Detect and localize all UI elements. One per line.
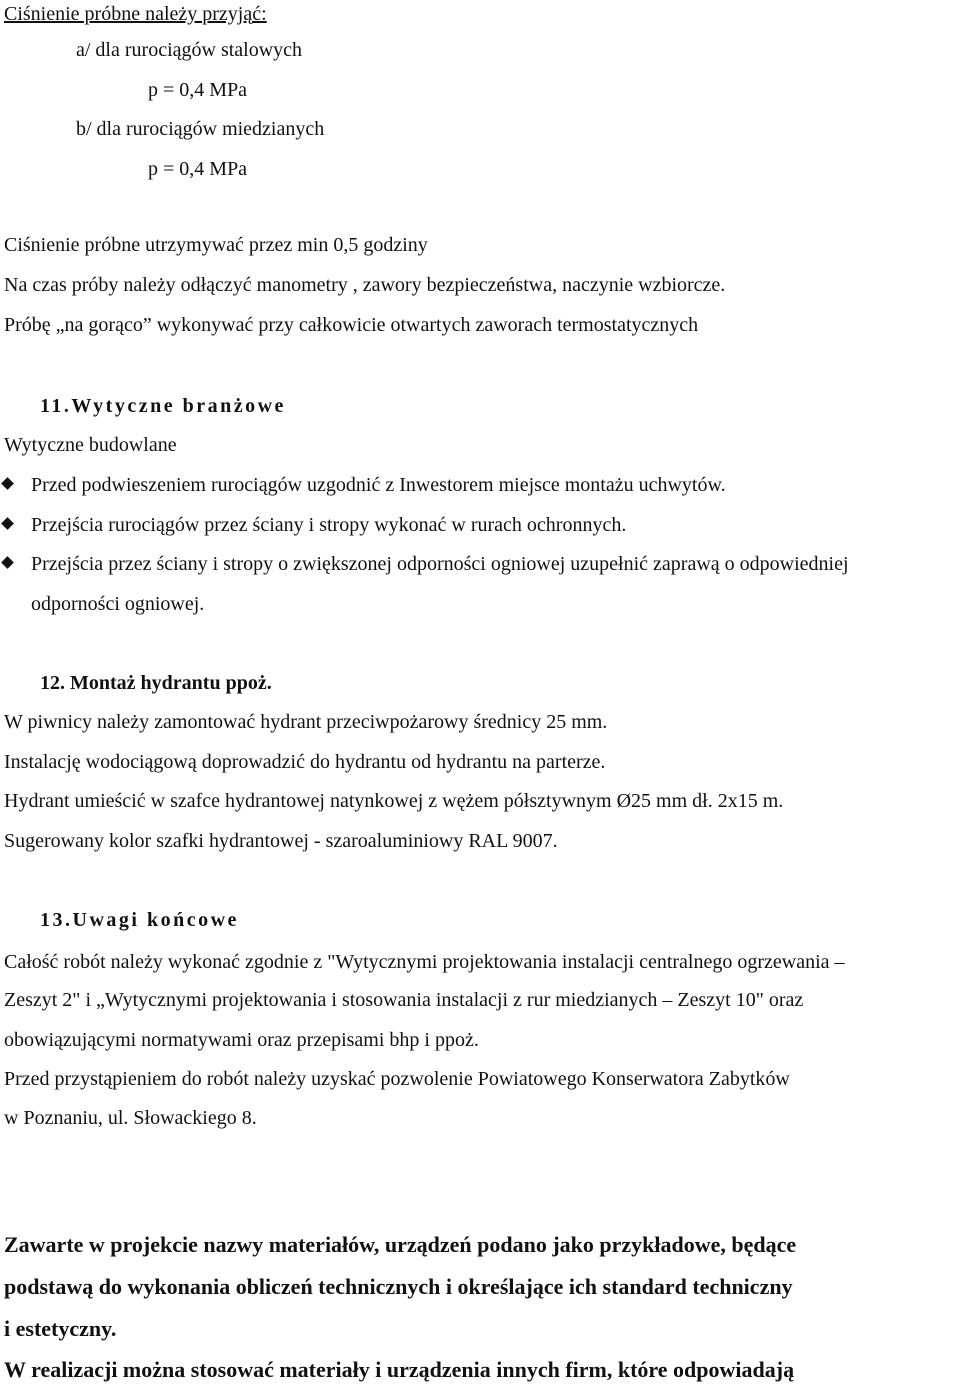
section-13-line: Przed przystąpieniem do robót należy uzyskać pozwolenie Powiatowego Konserwatora Zabytków [4,1068,790,1090]
pressure-hold-text: Ciśnienie próbne utrzymywać przez min 0,5 godziny [4,234,428,256]
section-12-line: W piwnicy należy zamontować hydrant przeciwpożarowy średnicy 25 mm. [4,711,608,733]
section-13-line: obowiązującymi normatywami oraz przepisami bhp i ppoż. [4,1029,479,1051]
section-13-line: Zeszyt 2" i „Wytycznymi projektowania i stosowania instalacji z rur miedzianych – Zeszyt 10" oraz [4,989,804,1011]
section-12-line: Sugerowany kolor szafki hydrantowej - szaroaluminiowy RAL 9007. [4,830,558,852]
bullet-item: Przed podwieszeniem rurociągów uzgodnić z Inwestorem miejsce montażu uchwytów. [31,474,726,496]
section-12-line: Instalację wodociągową doprowadzić do hydrantu od hydrantu na parterze. [4,751,606,773]
bullet-item: Przejścia przez ściany i stropy o zwiększonej odporności ogniowej uzupełnić zaprawą o odpowiedniej [31,553,849,575]
closing-line: Zawarte w projekcie nazwy materiałów, urządzeń podano jako przykładowe, będące [4,1232,797,1257]
copper-pipes-label: b/ dla rurociągów miedzianych [76,118,325,140]
section-11-subheading: Wytyczne budowlane [4,434,177,456]
section-11-heading: 11.Wytyczne branżowe [40,395,286,417]
copper-pipes-value: p = 0,4 MPa [148,158,248,180]
steel-pipes-label: a/ dla rurociągów stalowych [76,39,303,61]
section-13-line: Całość robót należy wykonać zgodnie z "Wytycznymi projektowania instalacji centralnego ogrzewania – [4,951,845,973]
pressure-intro: Ciśnienie próbne należy przyjąć: [4,3,267,25]
steel-pipes-value: p = 0,4 MPa [148,79,248,101]
bullet-item: Przejścia rurociągów przez ściany i stropy wykonać w rurach ochronnych. [31,514,627,536]
diamond-bullet-icon [1,517,14,530]
section-13-line: w Poznaniu, ul. Słowackiego 8. [4,1107,257,1129]
disconnect-text: Na czas próby należy odłączyć manometry , zawory bezpieczeństwa, naczynie wzbiorcze. [4,274,726,296]
section-13-heading: 13.Uwagi końcowe [40,909,239,931]
diamond-bullet-icon [1,556,14,569]
closing-line: W realizacji można stosować materiały i urządzenia innych firm, które odpowiadają [4,1357,795,1382]
hot-test-text: Próbę „na gorąco” wykonywać przy całkowicie otwartych zaworach termostatycznych [4,314,699,336]
section-12-heading: 12. Montaż hydrantu ppoż. [40,672,272,694]
closing-line: i estetyczny. [4,1316,117,1341]
section-12-line: Hydrant umieścić w szafce hydrantowej natynkowej z wężem półsztywnym Ø25 mm dł. 2x15 m. [4,790,784,812]
closing-line: podstawą do wykonania obliczeń technicznych i określające ich standard techniczny [4,1274,793,1299]
diamond-bullet-icon [1,477,14,490]
bullet-item-continuation: odporności ogniowej. [31,593,205,615]
